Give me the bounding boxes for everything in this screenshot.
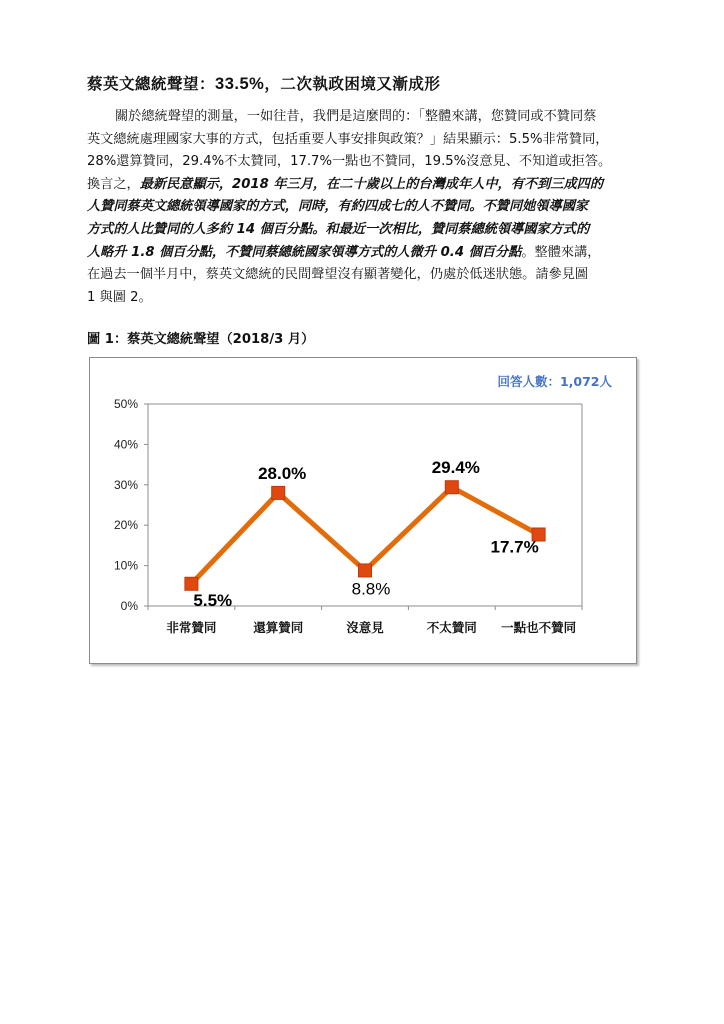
paragraph-line: 關於總統聲望的測量，一如往昔，我們是這麼問的：「整體來講，您贊同或不贊同蔡: [115, 109, 597, 124]
heading-prefix: 蔡英文總統聲望：: [87, 74, 216, 93]
data-label: 17.7%: [490, 537, 539, 557]
x-category-label: 一點也不贊同: [501, 620, 577, 635]
paragraph-line: 1 與圖 2。: [87, 289, 152, 305]
paragraph-line: 在過去一個半月中，蔡英文總統的民間聲望沒有顯著變化，仍處於低迷狀態。請參見圖: [87, 267, 589, 283]
x-axis-labels: [166, 620, 576, 635]
data-series: [185, 481, 545, 591]
y-tick-label: 0%: [120, 599, 138, 613]
data-label: 29.4%: [431, 458, 480, 478]
body-paragraph: [87, 106, 640, 309]
emphasized-text: 人略升 1.8 個百分點，不贊同蔡總統國家領導方式的人微升 0.4 個百分點: [87, 244, 522, 260]
emphasized-line: 方式的人比贊同的人多約 14 個百分點。和最近一次相比，贊同蔡總統領導國家方式的: [87, 221, 590, 237]
data-point-marker: [359, 564, 372, 577]
document-heading: [87, 72, 440, 94]
paragraph-line: 28%還算贊同，29.4%不太贊同，17.7%一點也不贊同，19.5%沒意見、不知道或拒答。: [87, 154, 612, 170]
x-category-label: 非常贊同: [166, 620, 217, 635]
line-chart: [90, 358, 636, 663]
respondents-annotation: 回答人數：1,072人: [497, 374, 612, 389]
x-category-label: 還算贊同: [253, 620, 304, 635]
paragraph-text: 換言之，: [87, 176, 140, 192]
paragraph-line: [87, 174, 640, 197]
paragraph-line: [87, 242, 640, 265]
data-label: 8.8%: [351, 579, 391, 599]
heading-suffix: ，二次執政困境又漸成形: [264, 74, 441, 93]
data-point-marker: [185, 577, 198, 590]
y-tick-label: 10%: [113, 558, 138, 573]
data-point-marker: [445, 481, 458, 494]
paragraph-text: 。整體來講，: [521, 244, 601, 260]
y-tick-label: 40%: [113, 437, 138, 452]
x-category-label: 不太贊同: [426, 620, 477, 635]
emphasized-text: 最新民意顯示，2018 年三月，在二十歲以上的台灣成年人中，有不到三成四的: [139, 176, 604, 192]
data-point-marker: [272, 486, 285, 499]
data-label: 5.5%: [193, 590, 233, 610]
figure-caption: 圖 1：蔡英文總統聲望（2018/3 月）: [87, 332, 315, 347]
paragraph-line: 英文總統處理國家大事的方式，包括重要人事安排與政策？」結果顯示：5.5%非常贊同，: [87, 131, 609, 147]
y-tick-label: 50%: [113, 397, 138, 411]
heading-number: 33.5%: [215, 75, 265, 93]
data-labels: [193, 458, 538, 610]
x-category-label: 沒意見: [346, 620, 384, 635]
emphasized-line: 人贊同蔡英文總統領導國家的方式，同時，有約四成七的人不贊同。不贊同她領導國家: [87, 199, 589, 215]
y-tick-label: 30%: [113, 477, 138, 492]
y-axis-ticks: [114, 397, 148, 613]
data-label: 28.0%: [258, 463, 307, 483]
chart-frame: [89, 357, 637, 664]
y-tick-label: 20%: [113, 518, 138, 533]
